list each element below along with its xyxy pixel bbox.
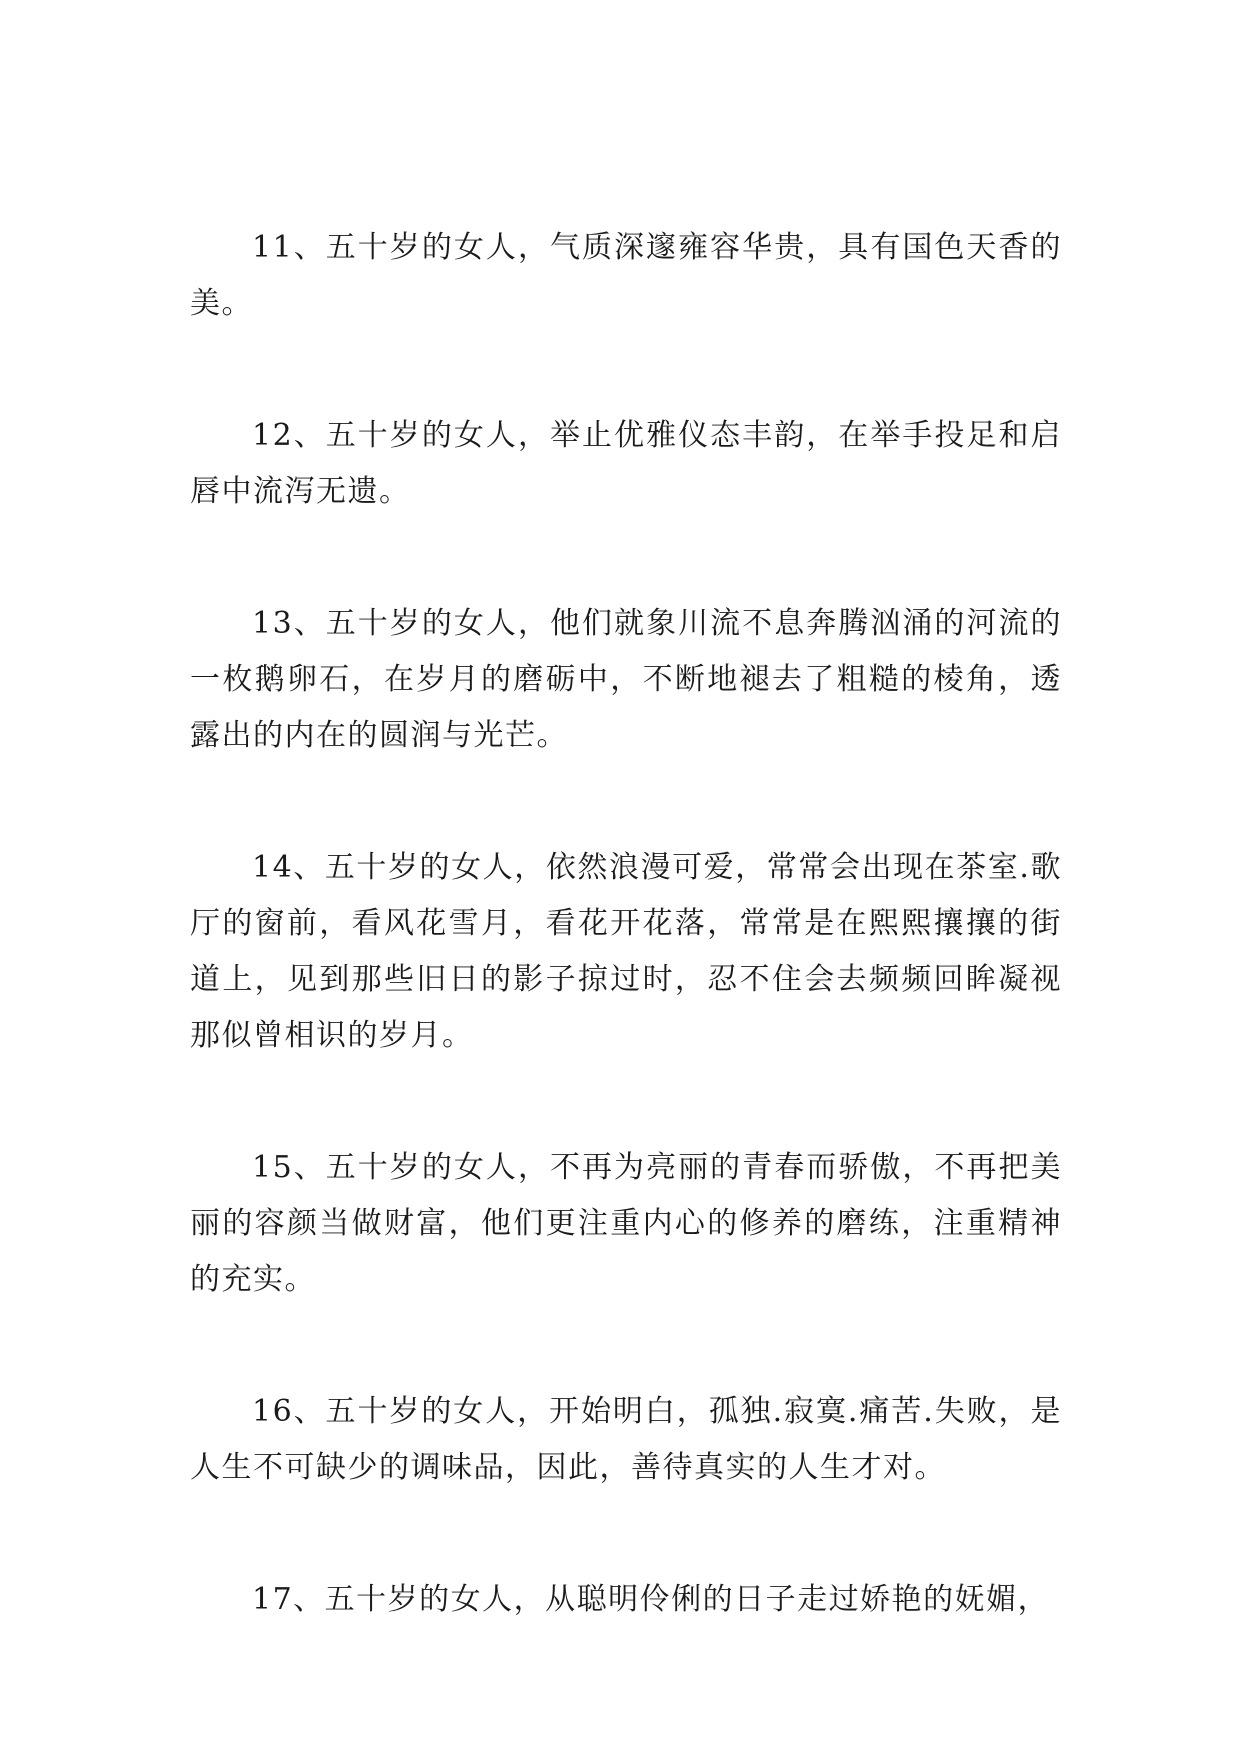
paragraph-17: 17、五十岁的女人，从聪明伶俐的日子走过娇艳的妩媚， bbox=[252, 1582, 1050, 1617]
paragraph-15: 15、五十岁的女人，不再为亮丽的青春而骄傲，不再把美丽的容颜当做财富，他们更注重内心的修养的磨练，注重精神的充实。 bbox=[190, 1150, 1062, 1297]
paragraph-14: 14、五十岁的女人，依然浪漫可爱，常常会出现在茶室.歌厅的窗前，看风花雪月，看花开花落，常常是在熙熙攘攘的街道上，见到那些旧日的影子掠过时，忍不住会去频频回眸凝视那似曾相识的岁月。 bbox=[190, 850, 1062, 1053]
paragraph-16: 16、五十岁的女人，开始明白，孤独.寂寞.痛苦.失败，是人生不可缺少的调味品，因此，善待真实的人生才对。 bbox=[190, 1394, 1062, 1485]
paragraph-12: 12、五十岁的女人，举止优雅仪态丰韵，在举手投足和启唇中流泻无遗。 bbox=[190, 418, 1062, 509]
paragraph-13: 13、五十岁的女人，他们就象川流不息奔腾汹涌的河流的一枚鹅卵石，在岁月的磨砺中，不断地褪去了粗糙的棱角，透露出的内在的圆润与光芒。 bbox=[190, 606, 1062, 753]
document-body bbox=[190, 220, 1062, 1628]
paragraph-11: 11、五十岁的女人，气质深邃雍容华贵，具有国色天香的美。 bbox=[190, 230, 1062, 321]
